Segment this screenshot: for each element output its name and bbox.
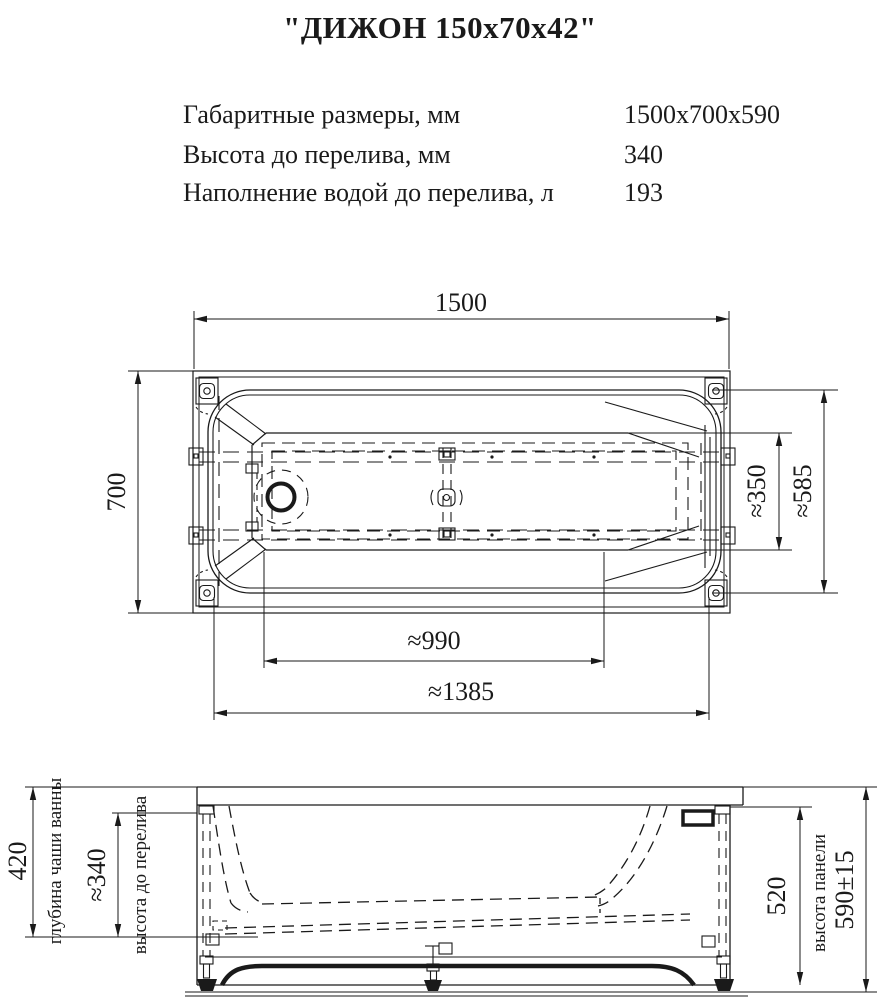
tub-profile-hidden (213, 806, 690, 934)
rail-rivets (388, 455, 595, 536)
top-view-drawing (128, 311, 838, 720)
spec-label: Габаритные размеры, мм (183, 100, 461, 129)
dim-overall-width: 700 (102, 472, 131, 512)
dim-rim-width: ≈585 (788, 464, 817, 518)
dim-panel-inner-height: 520 (762, 876, 791, 916)
dim-overall-length: 1500 (435, 288, 487, 317)
overflow-hole (683, 811, 713, 825)
spec-value: 193 (624, 178, 663, 207)
drain-outlet (213, 921, 227, 930)
support-clip (206, 934, 219, 945)
dim-overflow-height: ≈340 (82, 848, 111, 902)
label-overflow-height: высота до перелива (130, 795, 151, 955)
support-clip (702, 936, 715, 947)
spec-value: 1500x700x590 (624, 100, 780, 129)
dim-bottom-length: ≈990 (407, 626, 461, 655)
page-title: "ДИЖОН 150x70x42" (283, 10, 597, 45)
basin-floor-hidden (262, 443, 688, 539)
drain (246, 464, 308, 531)
spec-label: Наполнение водой до перелива, л (183, 178, 554, 207)
dim-rim-length: ≈1385 (427, 677, 495, 706)
legs (197, 806, 734, 991)
label-bowl-depth: глубина чаши ванны (45, 777, 66, 945)
leg (197, 806, 217, 991)
side-view-drawing (25, 787, 877, 996)
label-panel-height: высота панели (809, 834, 830, 952)
top-view-dimensions (128, 311, 838, 720)
spec-label: Высота до перелива, мм (183, 140, 451, 169)
dim-total-height: 590±15 (830, 850, 859, 930)
dim-seat-width: ≈350 (742, 464, 771, 518)
spec-value: 340 (624, 140, 663, 169)
tub-rim (208, 390, 721, 593)
tub-walls (215, 396, 710, 587)
dim-bowl-depth: 420 (3, 841, 32, 881)
side-view-dimensions (25, 787, 877, 992)
apron-edge (222, 966, 694, 985)
leg (714, 806, 734, 991)
